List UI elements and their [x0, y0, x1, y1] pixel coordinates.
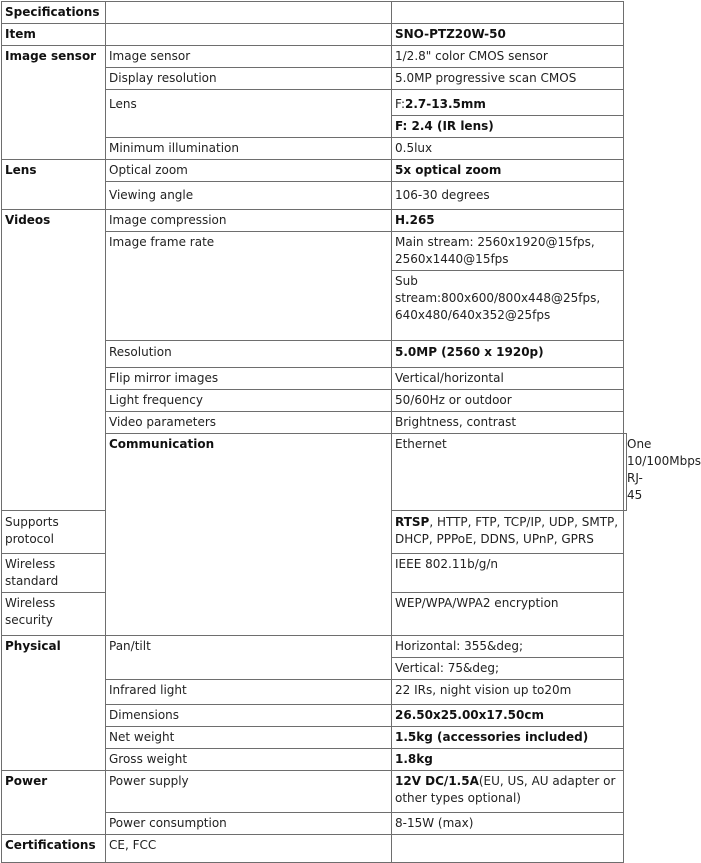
spec-value: 5x optical zoom	[392, 160, 624, 182]
power-supply-rest: (EU, US, AU adapter or other types optional)	[395, 774, 616, 805]
spec-name: Supports protocol	[2, 511, 106, 554]
spec-name: Flip mirror images	[106, 368, 392, 390]
spec-name: Optical zoom	[106, 160, 392, 182]
spec-name: Image compression	[106, 210, 392, 232]
spec-name: Wireless security	[2, 593, 106, 636]
spec-name: Power consumption	[106, 813, 392, 835]
spec-value: IEEE 802.11b/g/n	[392, 554, 624, 593]
spec-value	[392, 90, 624, 116]
spec-value: 1.5kg (accessories included)	[392, 727, 624, 749]
lens-value-prefix: F:	[395, 97, 406, 111]
spec-name: Viewing angle	[106, 182, 392, 210]
table-row	[2, 46, 627, 68]
empty-cell	[392, 835, 624, 863]
item-value: SNO-PTZ20W-50	[392, 24, 624, 46]
spec-value: Horizontal: 355&deg;	[392, 636, 624, 658]
spec-name: Resolution	[106, 341, 392, 368]
spec-value: 26.50x25.00x17.50cm	[392, 705, 624, 727]
protocol-rest: , HTTP, FTP, TCP/IP, UDP, SMTP, DHCP, PPPoE, DDNS, UPnP, GPRS	[395, 515, 619, 546]
spec-value: WEP/WPA/WPA2 encryption	[392, 593, 624, 636]
spec-name: Ethernet	[392, 434, 624, 511]
spec-name: Image sensor	[106, 46, 392, 68]
spec-value: F: 2.4 (IR lens)	[392, 116, 624, 138]
spec-name: Minimum illumination	[106, 138, 392, 160]
power-supply-lead: 12V DC/1.5A	[395, 774, 479, 788]
section-communication: Communication	[106, 434, 392, 636]
spec-value: 50/60Hz or outdoor	[392, 390, 624, 412]
spec-name: Infrared light	[106, 680, 392, 705]
spec-value: Sub stream:800x600/800x448@25fps, 640x480/640x352@25fps	[392, 271, 624, 341]
spec-value: 22 IRs, night vision up to20m	[392, 680, 624, 705]
spec-name: Light frequency	[106, 390, 392, 412]
table-row	[2, 835, 627, 863]
spec-value: Main stream: 2560x1920@15fps, 2560x1440@15fps	[392, 232, 624, 271]
spec-name: Dimensions	[106, 705, 392, 727]
table-row	[2, 210, 627, 232]
specifications-table	[1, 1, 701, 863]
spec-value	[392, 771, 624, 813]
spec-value	[392, 511, 624, 554]
spec-value: 8-15W (max)	[392, 813, 624, 835]
section-power: Power	[2, 771, 106, 835]
spec-name: Net weight	[106, 727, 392, 749]
table-row	[2, 636, 627, 658]
spec-name: Video parameters	[106, 412, 392, 434]
table-title: Specifications	[2, 2, 106, 24]
spec-value: One 10/100Mbps RJ-45	[624, 434, 627, 511]
spec-value: Brightness, contrast	[392, 412, 624, 434]
lens-value-focal: 2.7-13.5mm	[405, 97, 486, 111]
section-physical: Physical	[2, 636, 106, 771]
item-row	[2, 24, 627, 46]
spec-name: Gross weight	[106, 749, 392, 771]
spec-name: Display resolution	[106, 68, 392, 90]
section-videos: Videos	[2, 210, 106, 511]
spec-value: CE, FCC	[106, 835, 392, 863]
protocol-lead: RTSP	[395, 515, 430, 529]
table-row	[2, 160, 627, 182]
item-label: Item	[2, 24, 106, 46]
spec-value: Vertical/horizontal	[392, 368, 624, 390]
empty-cell	[106, 2, 392, 24]
spec-value: H.265	[392, 210, 624, 232]
empty-cell	[392, 2, 624, 24]
spec-value: 1/2.8" color CMOS sensor	[392, 46, 624, 68]
spec-value: 5.0MP progressive scan CMOS	[392, 68, 624, 90]
header-row	[2, 2, 627, 24]
spec-name: Lens	[106, 90, 392, 138]
spec-value: 0.5lux	[392, 138, 624, 160]
empty-cell	[106, 24, 392, 46]
spec-value: Vertical: 75&deg;	[392, 658, 624, 680]
spec-name: Power supply	[106, 771, 392, 813]
spec-name: Image frame rate	[106, 232, 392, 341]
spec-name: Pan/tilt	[106, 636, 392, 680]
section-lens: Lens	[2, 160, 106, 210]
spec-value: 1.8kg	[392, 749, 624, 771]
table-row	[2, 771, 627, 813]
spec-name: Wireless standard	[2, 554, 106, 593]
section-certifications: Certifications	[2, 835, 106, 863]
spec-value: 5.0MP (2560 x 1920p)	[392, 341, 624, 368]
spec-value: 106-30 degrees	[392, 182, 624, 210]
section-image-sensor: Image sensor	[2, 46, 106, 160]
